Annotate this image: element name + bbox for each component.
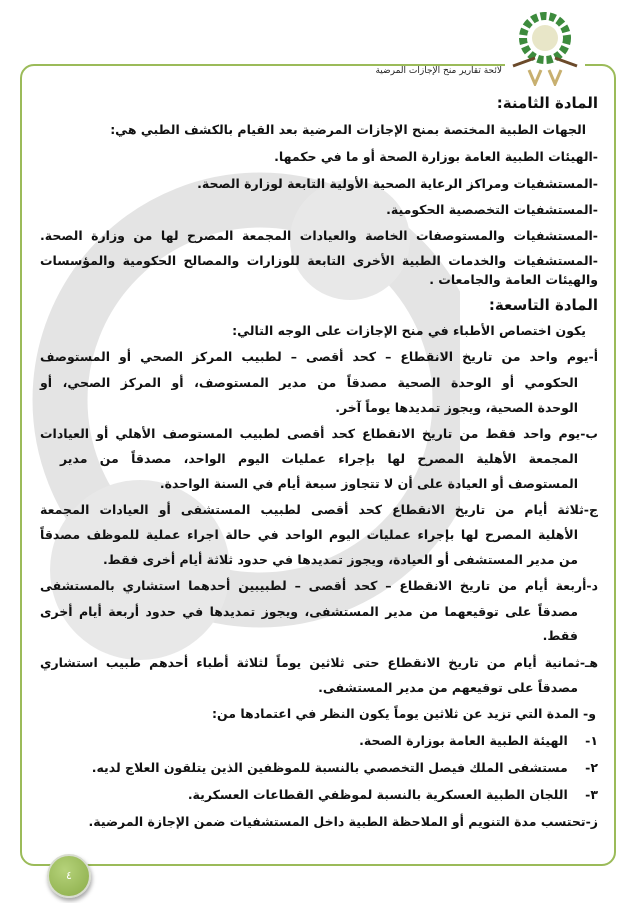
article-9-line: و- المدة التي تزيد عن ثلاثين يوماً يكون النظر في اعتمادها من: [212, 706, 596, 721]
document-header-title: لائحة تقارير منح الإجازات المرضية [375, 66, 502, 76]
article-8-item: -المستشفيات ومراكز الرعاية الصحية الأولية التابعة لوزارة الصحة. [197, 176, 598, 191]
article-9-line: أ-يوم واحد من تاريخ الانقطاع – كحد أقصى – لطبيب المركز الصحي أو المستوصف [40, 349, 598, 364]
article-9-subitem: ٣- اللجان الطبية العسكرية بالنسبة لموظفي القطاعات العسكرية. [187, 787, 598, 802]
article-8-item: والهيئات العامة والجامعات . [429, 272, 598, 287]
article-8-item: -الهيئات الطبية العامة بوزارة الصحة أو ما في حكمها. [274, 149, 598, 164]
article-9-subitem: ١- الهيئة الطبية العامة بوزارة الصحة. [359, 733, 598, 748]
article-9-line: الأهلية المصرح لها بإجراء عمليات اليوم الواحد في حالة اجراء عملية للموظف مصدقاً [40, 527, 578, 542]
article-9-intro: يكون اختصاص الأطباء في منح الإجازات على الوجه التالي: [232, 323, 586, 338]
article-9-line: الوحدة الصحية، ويجوز تمديدها يوماً آخر. [335, 400, 578, 415]
article-9-line: الحكومي أو الوحدة الصحية مصدقاً من مدير المستوصف، أو المركز الصحي، أو [40, 375, 578, 390]
article-9-line: المستوصف أو العيادة على أن لا تتجاوز سبعة أيام في السنة الواحدة. [159, 476, 578, 491]
article-9-line: ج-ثلاثة أيام من تاريخ الانقطاع كحد أقصى لطبيب المستشفى أو العيادات المجمعة [40, 502, 598, 517]
article-8-title: المادة الثامنة: [496, 94, 598, 112]
article-9-line: المجمعة الأهلية المصرح لها بإجراء عمليات اليوم الواحد، مصدقاً من مدير [60, 451, 578, 466]
article-9-title: المادة التاسعة: [488, 296, 598, 314]
article-9-subitem: ٢- مستشفى الملك فيصل التخصصي بالنسبة للموظفين الذين يتلقون العلاج لديه. [91, 760, 598, 775]
article-9-line: هـ-ثمانية أيام من تاريخ الانقطاع حتى ثلاثين يوماً لثلاثة أطباء أحدهم طبيب استشاري [40, 655, 598, 670]
saudi-health-logo [505, 8, 585, 86]
article-9-line: د-أربعة أيام من تاريخ الانقطاع – كحد أقصى – لطبيبين أحدهما استشاري بالمستشفى [40, 578, 598, 593]
article-9-line: مصدقاً على توقيعهما من مدير المستشفى، ويجوز تمديدها في حدود أربعة أيام أخرى [40, 604, 578, 619]
article-9-line: من مدير المستشفى أو العيادة، ويجوز تمديدها في حدود ثلاثة أيام أخرى فقط. [102, 552, 578, 567]
article-8-item: -المستشفيات والمستوصفات الخاصة والعيادات المجمعة المصرح لها من وزارة الصحة. [40, 228, 598, 243]
article-9-line: ب-يوم واحد فقط من تاريخ الانقطاع كحد أقصى لطبيب المستوصف الأهلي أو العيادات [40, 426, 598, 441]
article-8-item: -المستشفيات والخدمات الطبية الأخرى التابعة للوزارات والمصالح الحكومية والمؤسسات [40, 253, 598, 268]
page-number-badge: ٤ [47, 854, 91, 898]
article-9-line: مصدقاً على توقيعهم من مدير المستشفى. [318, 680, 578, 695]
article-8-intro: الجهات الطبية المختصة بمنح الإجازات المرضية بعد القيام بالكشف الطبي هي: [110, 122, 586, 137]
article-8-item: -المستشفيات التخصصية الحكومية. [386, 202, 598, 217]
article-9-line: ز-تحتسب مدة التنويم أو الملاحظة الطبية داخل المستشفيات ضمن الإجازة المرضية. [88, 814, 598, 829]
article-9-line: فقط. [542, 628, 578, 643]
